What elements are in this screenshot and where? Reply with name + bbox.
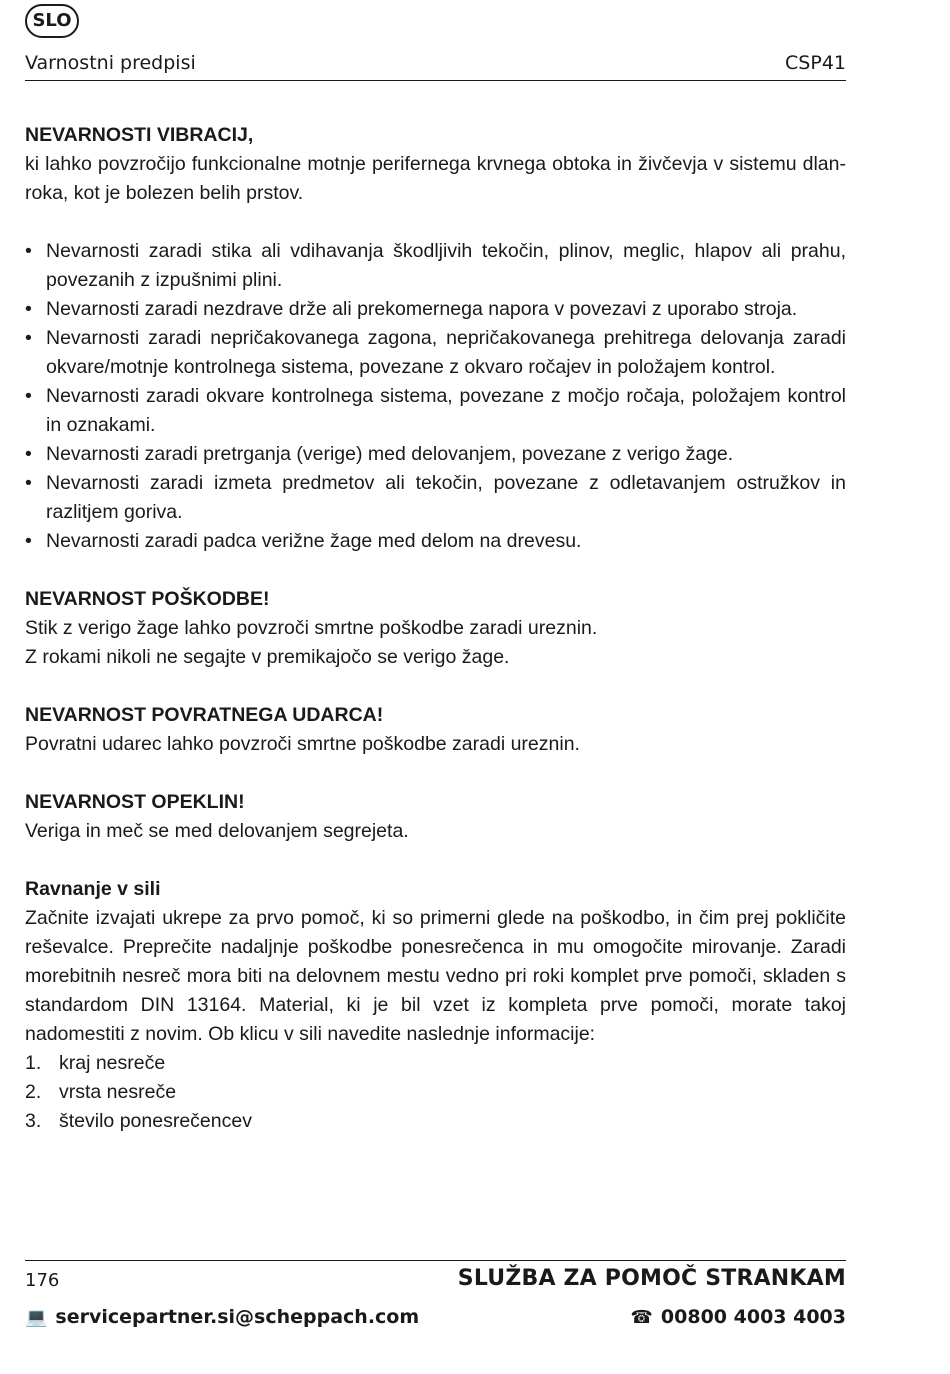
vibration-heading: NEVARNOSTI VIBRACIJ, xyxy=(25,124,254,146)
vibration-text: ki lahko povzročijo funkcionalne motnje perifernega krvnega obtoka in živčevja v sistemu dlan-roka, kot je bolezen belih prstov. xyxy=(25,153,846,204)
emergency-info-list xyxy=(25,1049,846,1136)
emergency-heading: Ravnanje v sili xyxy=(25,878,161,900)
list-item: • Nevarnosti zaradi stika ali vdihavanja škodljivih tekočin, plinov, meglic, hlapov ali prahu, povezanih z izpušnimi plini. xyxy=(25,240,846,291)
burns-heading: NEVARNOST OPEKLIN! xyxy=(25,791,245,813)
emergency-text: Začnite izvajati ukrepe za prvo pomoč, ki so primerni glede na poškodbo, in čim prej pokličite reševalce. Preprečite nadaljnje poškodbe ponesrečenca in mu omogočite mirovanje. Zaradi morebitnih nesreč mora biti na delovnem mestu vedno pri roki komplet prve pomoči, skladen s standardom DIN 13164. Material, ki je bil vzet iz kompleta prve pomoči, morate takoj nadomestiti z novim. Ob klicu v sili navedite naslednje informacije: xyxy=(25,907,846,1045)
injury-heading: NEVARNOST POŠKODBE! xyxy=(25,588,270,610)
burns-text: Veriga in meč se med delovanjem segrejeta. xyxy=(25,820,409,842)
list-item: • Nevarnosti zaradi pretrganja (verige) med delovanjem, povezane z verigo žage. xyxy=(25,443,734,465)
service-email[interactable] xyxy=(25,1306,419,1328)
list-item: 3. število ponesrečencev xyxy=(25,1110,252,1132)
phone-icon: ☎ xyxy=(630,1307,653,1328)
phone-text[interactable]: 00800 4003 4003 xyxy=(660,1306,846,1328)
section-title: Varnostni predpisi xyxy=(25,52,196,74)
language-badge: SLO xyxy=(25,4,79,38)
list-item: • Nevarnosti zaradi izmeta predmetov ali tekočin, povezane z odletavanjem ostružkov in razlitjem goriva. xyxy=(25,472,846,523)
page-content xyxy=(25,121,846,1136)
model-number: CSP41 xyxy=(785,52,846,74)
kickback-heading: NEVARNOST POVRATNEGA UDARCA! xyxy=(25,704,384,726)
laptop-icon: 💻 xyxy=(25,1307,48,1328)
list-item: 1. kraj nesreče xyxy=(25,1052,166,1074)
injury-text-2: Z rokami nikoli ne segajte v premikajočo se verigo žage. xyxy=(25,646,510,668)
injury-text-1: Stik z verigo žage lahko povzroči smrtne poškodbe zaradi ureznin. xyxy=(25,617,598,639)
service-phone[interactable] xyxy=(630,1306,846,1328)
hazard-list xyxy=(25,237,846,556)
list-item: • Nevarnosti zaradi nezdrave drže ali prekomernega napora v povezavi z uporabo stroja. xyxy=(25,298,798,320)
list-item: • Nevarnosti zaradi nepričakovanega zagona, nepričakovanega prehitrega delovanja zaradi okvare/motnje kontrolnega sistema, povezane z okvaro ročajev in položajem kontrol. xyxy=(25,327,846,378)
document-page xyxy=(25,0,846,1374)
footer-divider xyxy=(25,1260,846,1261)
list-item: • Nevarnosti zaradi padca verižne žage med delom na drevesu. xyxy=(25,530,582,552)
page-number: 176 xyxy=(25,1270,60,1291)
email-text[interactable]: servicepartner.si@scheppach.com xyxy=(55,1306,420,1328)
customer-service-title: SLUŽBA ZA POMOČ STRANKAM xyxy=(457,1266,846,1291)
kickback-text: Povratni udarec lahko povzroči smrtne poškodbe zaradi ureznin. xyxy=(25,733,580,755)
list-item: 2. vrsta nesreče xyxy=(25,1081,177,1103)
page-header xyxy=(25,4,846,81)
list-item: • Nevarnosti zaradi okvare kontrolnega sistema, povezane z močjo ročaja, položajem kontrol in oznakami. xyxy=(25,385,846,436)
